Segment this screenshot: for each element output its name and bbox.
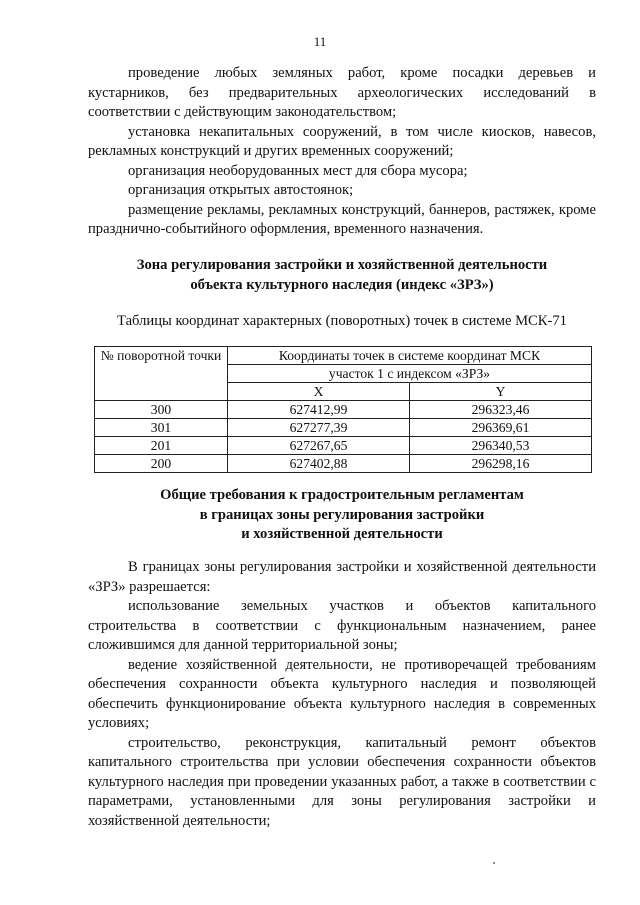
cell-y: 296323,46 bbox=[410, 401, 592, 419]
intro-paragraph: размещение рекламы, рекламных конструкций, баннеров, растяжек, кроме празднично-событийного оформления, временного назначения. bbox=[88, 201, 596, 237]
requirements-heading bbox=[88, 486, 596, 545]
body-paragraph: В границах зоны регулирования застройки и хозяйственной деятельности «ЗРЗ» разрешается: bbox=[88, 559, 596, 595]
requirements-heading-line: и хозяйственной деятельности bbox=[241, 526, 443, 542]
cell-x: 627402,88 bbox=[228, 455, 410, 473]
table-row bbox=[95, 401, 592, 419]
col-header-point: № поворотной точки bbox=[95, 347, 228, 401]
cell-point: 200 bbox=[95, 455, 228, 473]
body-list bbox=[88, 558, 596, 831]
body-paragraph: использование земельных участков и объектов капитального строительства в соответствии с функциональным назначением, ранее сложившимся для данной территориальной зоны; bbox=[88, 598, 596, 653]
cell-y: 296298,16 bbox=[410, 455, 592, 473]
zone-heading-line: Зона регулирования застройки и хозяйственной деятельности bbox=[136, 257, 548, 273]
cell-x: 627412,99 bbox=[228, 401, 410, 419]
zone-heading-line: объекта культурного наследия (индекс «ЗРЗ») bbox=[190, 276, 494, 293]
requirements-heading-line: в границах зоны регулирования застройки bbox=[199, 506, 485, 523]
table-row bbox=[95, 455, 592, 473]
col-header-section: участок 1 с индексом «ЗРЗ» bbox=[228, 365, 592, 383]
scan-speck bbox=[493, 862, 495, 864]
page-number: 11 bbox=[313, 34, 327, 49]
zone-heading bbox=[88, 256, 596, 295]
table-row bbox=[95, 437, 592, 455]
cell-y: 296369,61 bbox=[410, 419, 592, 437]
intro-paragraph: организация открытых автостоянок; bbox=[128, 182, 354, 198]
cell-x: 627277,39 bbox=[228, 419, 410, 437]
intro-paragraph: организация необорудованных мест для сбора мусора; bbox=[128, 162, 468, 179]
intro-paragraph: проведение любых земляных работ, кроме посадки деревьев и кустарников, без предварительных археологических исследований в соответствии с действующим законодательством; bbox=[88, 65, 596, 120]
coordinates-table bbox=[94, 346, 592, 473]
intro-list bbox=[88, 64, 596, 240]
cell-point: 201 bbox=[95, 437, 228, 455]
cell-point: 300 bbox=[95, 401, 228, 419]
requirements-heading-line: Общие требования к градостроительным регламентам bbox=[160, 487, 524, 503]
cell-y: 296340,53 bbox=[410, 437, 592, 455]
col-header-y: Y bbox=[410, 383, 592, 401]
body-paragraph: строительство, реконструкция, капитальный ремонт объектов капитального строительства при условии обеспечения сохранности объектов культурного наследия при проведении указанных работ, а также в соответствии с параметрами, установленными для зоны регулирования застройки и хозяйственной деятельности; bbox=[88, 734, 596, 829]
cell-x: 627267,65 bbox=[228, 437, 410, 455]
intro-paragraph: установка некапитальных сооружений, в том числе киосков, навесов, рекламных конструкций и других временных сооружений; bbox=[88, 123, 596, 159]
body-paragraph: ведение хозяйственной деятельности, не противоречащей требованиям обеспечения сохранности объекта культурного наследия и позволяющей обеспечить функционирование объекта культурного наследия в современных условиях; bbox=[88, 656, 596, 731]
table-row bbox=[95, 419, 592, 437]
col-header-coords: Координаты точек в системе координат МСК bbox=[228, 347, 592, 365]
col-header-x: X bbox=[228, 383, 410, 401]
table-caption: Таблицы координат характерных (поворотных) точек в системе МСК-71 bbox=[117, 313, 567, 329]
cell-point: 301 bbox=[95, 419, 228, 437]
